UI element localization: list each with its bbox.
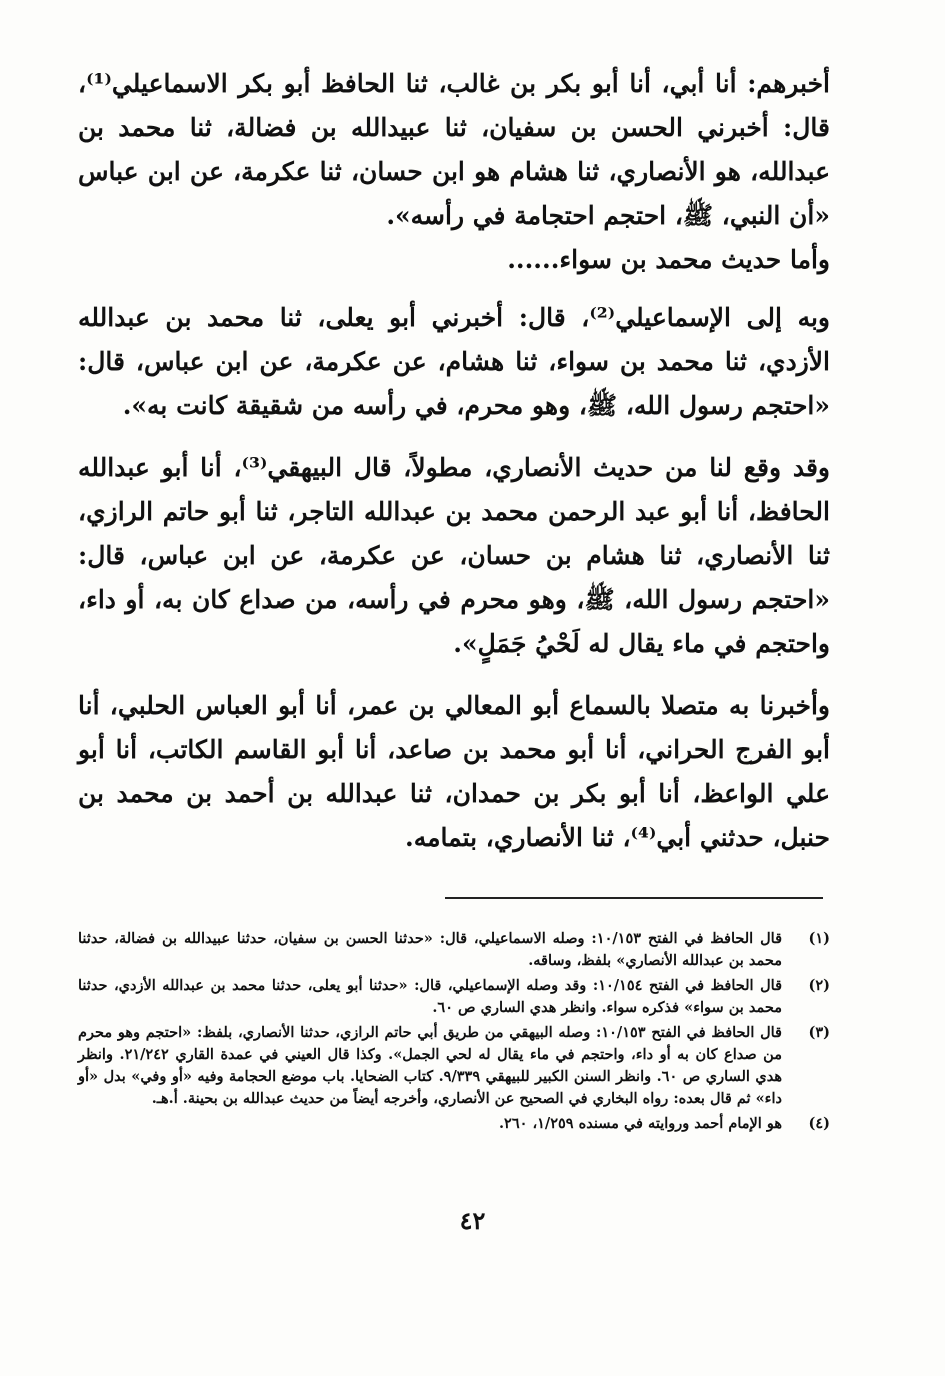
footnote-text: هو الإمام أحمد وروايته في مسنده ١/٢٥٩، ٢٦٠. — [498, 1115, 782, 1132]
footnote-3 — [78, 1022, 830, 1110]
footnote-number: (١) — [808, 930, 830, 947]
footnote-4 — [78, 1113, 830, 1135]
paragraph-5: وأخبرنا به متصلا بالسماع أبو المعالي بن عمر، أنا أبو العباس الحلبي، أنا أبو الفرج الحراني، أنا أبو محمد بن صاعد، أنا أبو القاسم الكاتب، أنا أبو علي الواعظ، أنا أبو بكر بن حمدان، ثنا عبدالله بن أحمد بن محمد بن حنبل، حدثني أبي⁽⁴⁾، ثنا الأنصاري، بتمامه. — [78, 691, 830, 852]
footnote-text: قال الحافظ في الفتح ١٠/١٥٣: وصله البيهقي من طريق أبي حاتم الرازي، حدثنا الأنصاري، بلفظ: «احتجم وهو محرم من صداع كان به أو داء، واحتجم في ماء يقال له لحي الجمل». وكذا قال العيني في عمدة القاري ٢١/٢٤٢. وانظر هدي الساري ص ٦٠. وانظر السنن الكبير للبيهقي ٩/٣٣٩. كتاب الضحايا. باب موضع الحجامة وفيه «أو وفي» بدل «أو داء» ثم قال بعده: رواه البخاري في الصحيح عن الأنصاري، وأخرجه أيضاً من حديث عبدالله بن بحينة. أ.هـ. — [78, 1024, 782, 1107]
paragraph-1: أخبرهم: أنا أبي، أنا أبو بكر بن غالب، ثنا الحافظ أبو بكر الاسماعيلي⁽¹⁾، قال: أخبرني الحسن بن سفيان، ثنا عبيدالله بن فضالة، ثنا محمد بن عبدالله، هو الأنصاري، ثنا هشام هو ابن حسان، ثنا عكرمة، عن ابن عباس «أن النبي، ﷺ، احتجم احتجامة في رأسه». — [78, 69, 830, 230]
paragraph-4: وقد وقع لنا من حديث الأنصاري، مطولاً، قال البيهقي⁽³⁾، أنا أبو عبدالله الحافظ، أنا أبو عبد الرحمن محمد بن عبدالله التاجر، ثنا أبو حاتم الرازي، ثنا الأنصاري، ثنا هشام بن حسان، عن عكرمة، عن ابن عباس، قال: «احتجم رسول الله، ﷺ، وهو محرم في رأسه، من صداع كان به، أو داء، واحتجم في ماء يقال له لَحْيُ جَمَلٍ». — [78, 453, 830, 658]
footnotes — [78, 928, 830, 1138]
paragraph-3: وبه إلى الإسماعيلي⁽²⁾، قال: أخبرني أبو يعلى، ثنا محمد بن عبدالله الأزدي، ثنا محمد بن سواء، ثنا هشام، عن عكرمة، عن ابن عباس، قال: «احتجم رسول الله، ﷺ، وهو محرم، في رأسه من شقيقة كانت به». — [78, 303, 831, 420]
footnote-2 — [78, 975, 830, 1019]
footnote-number: (٢) — [808, 977, 830, 994]
paragraph-2: وأما حديث محمد بن سواء...... — [507, 245, 830, 274]
footnote-separator — [445, 897, 823, 899]
footnote-number: (٣) — [808, 1024, 830, 1041]
footnote-number: (٤) — [808, 1115, 830, 1132]
footnote-text: قال الحافظ في الفتح ١٠/١٥٤: وقد وصله الإسماعيلي، قال: «حدثنا أبو يعلى، حدثنا محمد بن عبدالله الأزدي، حدثنا محمد بن سواء» فذكره سواء. وانظر هدي الساري ص ٦٠. — [78, 977, 783, 1016]
footnote-1 — [78, 928, 830, 972]
page-number: ٤٢ — [459, 1206, 486, 1235]
footnote-text: قال الحافظ في الفتح ١٠/١٥٣: وصله الاسماعيلي، قال: «حدثنا الحسن بن سفيان، حدثنا عبيدالله بن فضالة، حدثنا محمد بن عبدالله الأنصاري» بلفظ، وساقه. — [78, 930, 782, 969]
main-text — [78, 62, 830, 860]
